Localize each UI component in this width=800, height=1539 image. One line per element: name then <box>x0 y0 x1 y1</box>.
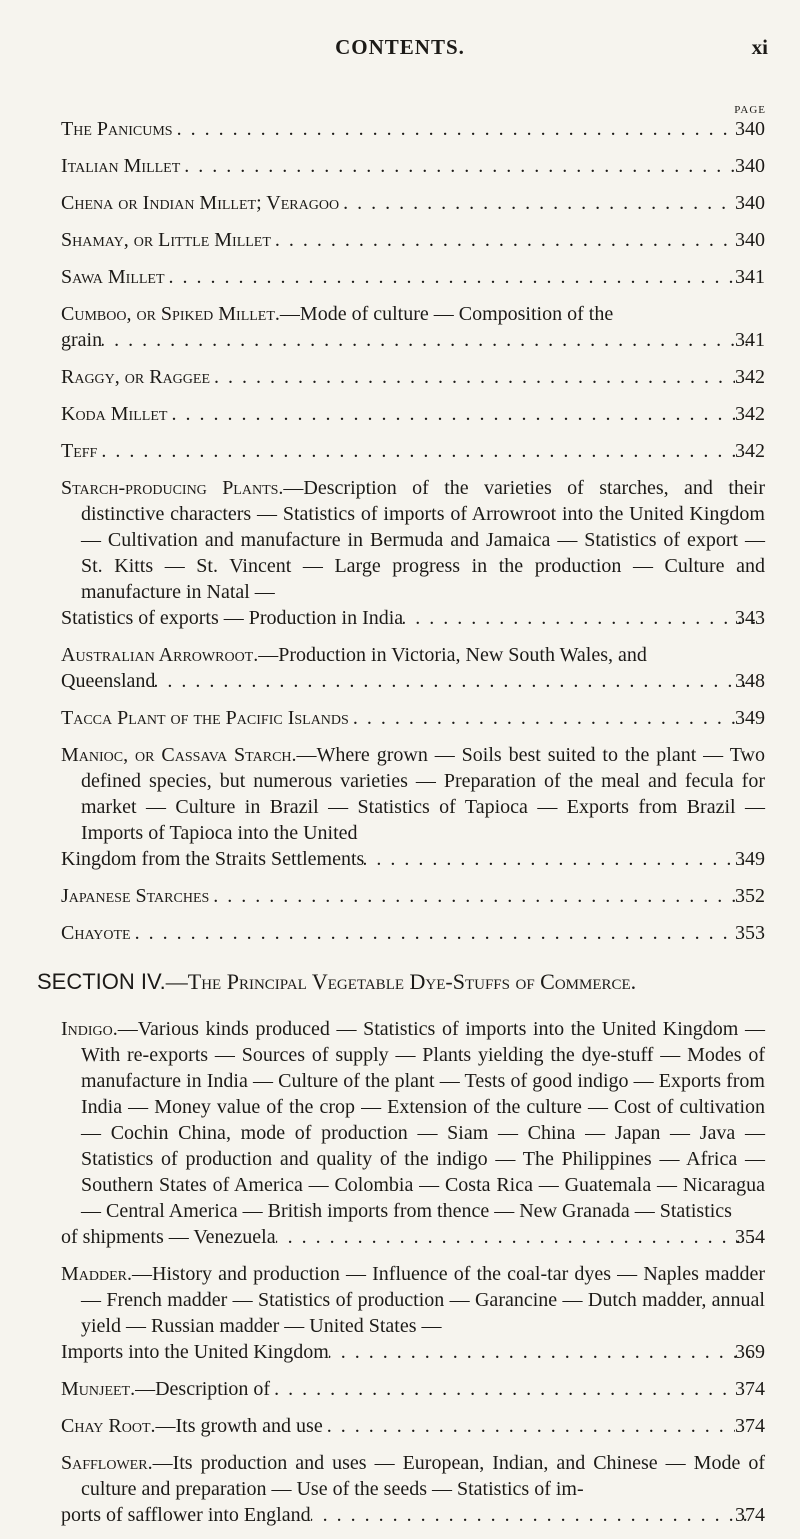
entry-page: 374 <box>735 1504 765 1526</box>
entry-last-line: Imports into the United Kingdom <box>61 1341 329 1363</box>
entry-title: Indigo. <box>61 1018 118 1040</box>
entry-page: 342 <box>735 403 765 425</box>
leader-dots <box>323 1413 735 1439</box>
section-number: SECTION IV. <box>37 969 166 994</box>
toc-entry-safflower <box>61 1450 765 1528</box>
entry-page: 341 <box>735 266 765 288</box>
leader-dots <box>173 116 735 142</box>
leader-dots <box>97 438 735 464</box>
toc-entry <box>61 190 765 216</box>
entry-description: —Description of <box>135 1378 271 1400</box>
toc-entry <box>61 705 765 731</box>
entry-title: Starch-producing Plants. <box>61 477 284 499</box>
leader-dots <box>131 920 735 946</box>
toc-entry-starch <box>61 475 765 631</box>
section-title: —The Principal Vegetable Dye-Stuffs of Commerce. <box>165 969 637 994</box>
page-number: xi <box>751 35 768 59</box>
entry-title: Shamay, or Little Millet <box>61 229 271 251</box>
toc-entry-australian <box>61 642 765 694</box>
entry-page: 349 <box>735 848 765 870</box>
toc-entry <box>61 920 765 946</box>
leader-dots <box>165 264 735 290</box>
toc-entry-madder <box>61 1261 765 1365</box>
toc-entry <box>61 116 765 142</box>
entry-description: —Its production and uses — European, Indian, and Chinese — Mode of culture and preparation — Use of the seeds — Statistics of im- <box>81 1452 765 1500</box>
leader-dots <box>329 1339 755 1365</box>
toc-entry <box>61 883 765 909</box>
toc-entry <box>61 227 765 253</box>
entry-description: —Various kinds produced — Statistics of imports into the United Kingdom — With re-exports — Sources of supply — Plants yielding the dye-stuff — Modes of manufacture in India — Culture of the plant — Tests of good indigo — Exports from India — Money value of the crop — Extension of the culture — Cost of cultivation — Cochin China, mode of production — Siam — China — Japan — Java — Statistics of production and quality of the indigo — The Philippines — Africa — Southern States of America — Colombia — Costa Rica — Guatemala — Nicaragua — Central America — British imports from thence — New Granada — Statistics <box>81 1018 765 1222</box>
entry-page: 348 <box>735 670 765 692</box>
entry-last-line: of shipments — Venezuela <box>61 1226 276 1248</box>
toc-entry <box>61 364 765 390</box>
toc-entry <box>61 153 765 179</box>
toc-entry <box>61 264 765 290</box>
toc-entry-manioc <box>61 742 765 872</box>
entry-page: 341 <box>735 329 765 351</box>
running-title: CONTENTS. <box>335 35 465 59</box>
toc-entry <box>61 438 765 464</box>
entry-page: 343 <box>735 607 765 629</box>
leader-dots <box>210 364 735 390</box>
leader-dots <box>349 705 735 731</box>
leader-dots <box>364 846 755 872</box>
entry-title: Australian Arrowroot. <box>61 644 259 666</box>
entry-title: Teff <box>61 440 98 462</box>
entry-page: 340 <box>735 118 765 140</box>
entry-title: Chayote <box>61 922 131 944</box>
entry-title: Chay Root. <box>61 1415 156 1437</box>
leader-dots <box>155 668 755 694</box>
entry-page: 374 <box>735 1378 765 1400</box>
leader-dots <box>403 605 755 631</box>
toc-entry-cumboo <box>61 301 765 353</box>
entry-description: —Its growth and use <box>155 1415 323 1437</box>
entry-page: 340 <box>735 155 765 177</box>
page-header <box>0 35 800 65</box>
entry-page: 369 <box>735 1341 765 1363</box>
entry-page: 352 <box>735 885 765 907</box>
entry-last-line: grain <box>61 329 103 351</box>
entry-title: Japanese Starches <box>61 885 210 907</box>
entry-page: 342 <box>735 440 765 462</box>
entry-page: 353 <box>735 922 765 944</box>
entry-title: Madder. <box>61 1263 133 1285</box>
entry-description: —History and production — Influence of the coal-tar dyes — Naples madder — French madder — Statistics of production — Garancine — Dutch madder, annual yield — Russian madder — United States — <box>81 1263 765 1337</box>
section-heading <box>37 968 765 996</box>
entry-page: 374 <box>735 1415 765 1437</box>
leader-dots <box>167 401 735 427</box>
entry-last-line: Queensland <box>61 670 156 692</box>
leader-dots <box>311 1502 755 1528</box>
page-column-label: PAGE <box>734 104 766 116</box>
entry-last-line: ports of safflower into England <box>61 1504 311 1526</box>
leader-dots <box>180 153 735 179</box>
entry-title: Munjeet. <box>61 1378 136 1400</box>
entry-page: 342 <box>735 366 765 388</box>
entry-last-line: Kingdom from the Straits Settlements <box>61 848 365 870</box>
entry-description: —Description of the varieties of starches, and their distinctive characters — Statistics of imports of Arrowroot into the United Kingdom — Cultivation and manufacture in Bermuda and Jamaica — Statistics of export — St. Kitts — St. Vincent — Large progress in the production — Culture and manufacture in Natal — <box>81 477 765 603</box>
entry-title: Italian Millet <box>61 155 181 177</box>
leader-dots <box>270 1376 735 1402</box>
leader-dots <box>339 190 735 216</box>
entry-title: Chena or Indian Millet; Veragoo <box>61 192 340 214</box>
toc-entry-munjeet <box>61 1376 765 1402</box>
leader-dots <box>271 227 735 253</box>
entry-title: The Panicums <box>61 118 173 140</box>
entry-title: Raggy, or Raggee <box>61 366 211 388</box>
entry-title: Koda Millet <box>61 403 168 425</box>
entry-last-line: Statistics of exports — Production in India <box>61 607 404 629</box>
toc-entry <box>61 401 765 427</box>
toc-entry-indigo <box>61 1016 765 1250</box>
leader-dots <box>102 327 755 353</box>
toc-entry-chay <box>61 1413 765 1439</box>
entry-title: Manioc, or Cassava Starch. <box>61 744 297 766</box>
entry-title: Sawa Millet <box>61 266 165 288</box>
entry-title: Cumboo, or Spiked Millet. <box>61 303 280 325</box>
contents-list <box>37 116 765 1539</box>
entry-title: Tacca Plant of the Pacific Islands <box>61 707 349 729</box>
entry-page: 349 <box>735 707 765 729</box>
entry-description: —Where grown — Soils best suited to the plant — Two defined species, but numerous varieties — Preparation of the meal and fecula for market — Culture in Brazil — Statistics of Tapioca — Exports from Brazil — Imports of Tapioca into the United <box>81 744 765 844</box>
entry-page: 340 <box>735 229 765 251</box>
entry-title: Safflower. <box>61 1452 153 1474</box>
entry-page: 340 <box>735 192 765 214</box>
entry-page: 354 <box>735 1226 765 1248</box>
entry-description: —Mode of culture — Composition of the <box>279 303 614 325</box>
entry-description: —Production in Victoria, New South Wales, and <box>258 644 647 666</box>
leader-dots <box>276 1224 755 1250</box>
leader-dots <box>209 883 735 909</box>
